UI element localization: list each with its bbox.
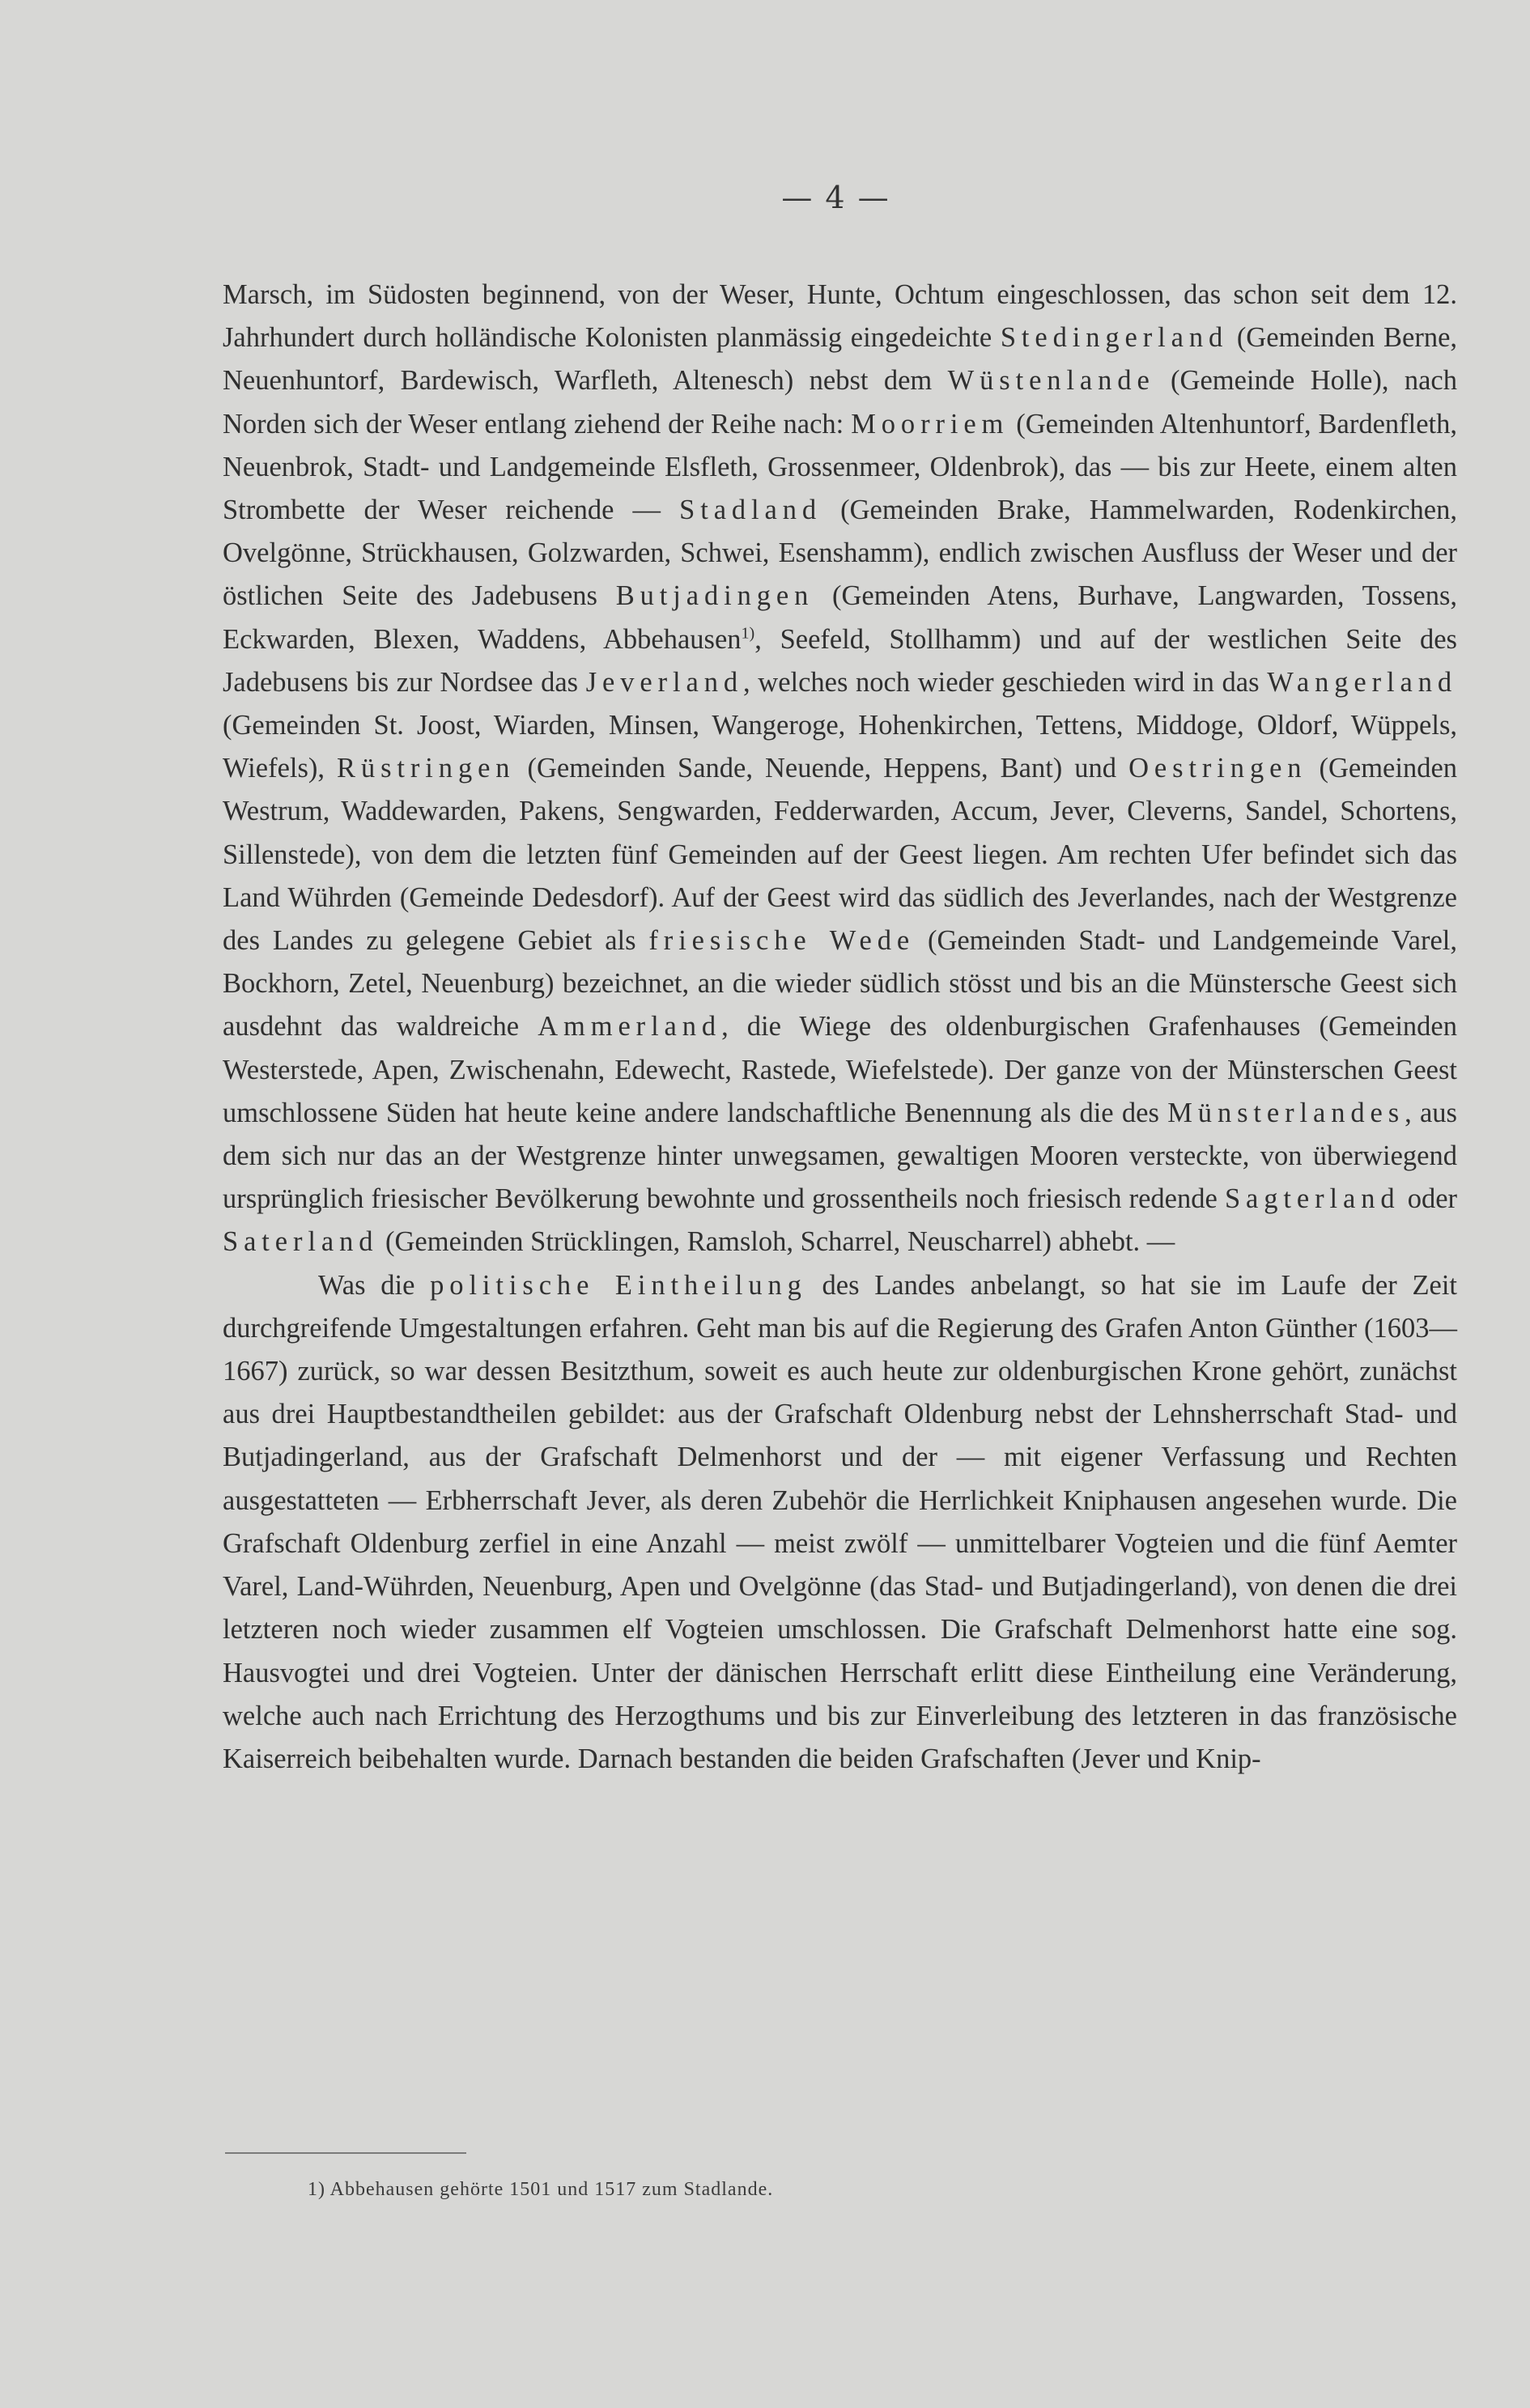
spaced-term: Moorriem [851, 408, 1009, 440]
text-run: , welches noch wieder geschieden wird in das [743, 666, 1268, 698]
text-run: Marsch, im Südosten beginnend, von der Weser, Hunte, Ochtum eingeschlossen, das schon seit dem 12. Jahrhundert durch holländische Kolonisten planmässig eingedeichte [223, 279, 1457, 354]
footnote: 1) Abbehausen gehörte 1501 und 1517 zum Stadlande. [308, 2179, 774, 2200]
spaced-term: Wangerland [1267, 666, 1457, 698]
spaced-term: Butjadingen [615, 580, 814, 612]
spaced-term: Rüstringen [337, 753, 516, 784]
text-run: (Gemeinden St. Joost, Wiarden, Minsen, Wangeroge, Hohenkirchen, Tettens, Middoge, Oldorf, Wüppels, Wiefels), [223, 710, 1457, 784]
spaced-term: Münsterlandes [1167, 1097, 1405, 1128]
text-run: (Gemeinde Holle), nach Norden sich der Weser entlang ziehend der Reihe nach: [223, 365, 1457, 440]
text-run: (Gemeinden Brake, Hammelwarden, Rodenkirchen, Ovelgönne, Strückhausen, Golzwarden, Schwei, Esenshamm), endlich zwischen Ausfluss der Weser und der östlichen Seite des Jadebusens [223, 495, 1457, 612]
text-run: (Gemeinden Strücklingen, Ramsloh, Scharrel, Neuscharrel) abhebt. — [378, 1226, 1175, 1258]
spaced-term: friesische Wede [648, 925, 916, 957]
footnote-divider [225, 2152, 466, 2154]
text-run: (Gemeinden Atens, Burhave, Langwarden, Tossens, Eckwarden, Blexen, Waddens, Abbehausen [223, 580, 1457, 655]
text-run: Was die [318, 1269, 431, 1301]
text-run: des Landes anbelangt, so hat sie im Laufe der Zeit durchgreifende Umgestaltungen erfahren. Geht man bis auf die Regierung des Grafen Anton Günther (1603—1667) zurück, so war dessen Besitzthum, soweit es auch heute zur oldenburgischen Krone gehört, zunächst aus drei Hauptbestandtheilen gebildet: aus der Grafschaft Oldenburg nebst der Lehnsherrschaft Stad- und Butjadingerland, aus der Grafschaft Delmenhorst und der — mit eigener Verfassung und Rechten ausgestatteten — Erbherrschaft Jever, als deren Zubehör die Herrlichkeit Kniphausen angesehen wurde. Die Grafschaft Oldenburg zerfiel in eine Anzahl — meist zwölf — unmittelbarer Vogteien und die fünf Aemter Varel, Land-Wührden, Neuenburg, Apen und Ovelgönne (das Stad- und Butjadingerland), von denen die drei letzteren noch wieder zusammen elf Vogteien umschlossen. Die Grafschaft Delmenhorst hatte eine sog. Hausvogtei und drei Vogteien. Unter der dänischen Herrschaft erlitt diese Eintheilung eine Veränderung, welche auch nach Errichtung des Herzogthums und bis zur Einverleibung des letzteren in das französische Kaiserreich beibehalten wurde. Darnach bestanden die beiden Grafschaften (Jever und Knip- [223, 1269, 1458, 1774]
spaced-term: politische Eintheilung [430, 1269, 807, 1301]
spaced-term: Saterland [223, 1226, 379, 1258]
spaced-term: Stadland [679, 495, 822, 526]
text-run: , die Wiege des oldenburgischen Grafenhauses (Gemeinden Westerstede, Apen, Zwischenahn, Edewecht, Rastede, Wiefelstede). Der ganze von der Münsterschen Geest umschlossene Süden hat heute keine andere landschaftliche Benennung als die des [223, 1011, 1457, 1128]
spaced-term: Sagterland [1224, 1183, 1400, 1215]
spaced-term: Oestringen [1128, 753, 1307, 784]
text-run: (Gemeinden Westrum, Waddewarden, Pakens, Sengwarden, Fedderwarden, Accum, Jever, Cleverns, Sandel, Schortens, Sillenstede), von dem die letzten fünf Gemeinden auf der Geest liegen. Am rechten Ufer befindet sich das Land Wührden (Gemeinde Dedesdorf). Auf der Geest wird das südlich des Jeverlandes, nach der Westgrenze des Landes zu gelegene Gebiet als [223, 753, 1458, 957]
paragraph-1 [223, 274, 1457, 1264]
text-run: (Gemeinden Altenhuntorf, Bardenfleth, Neuenbrok, Stadt- und Landgemeinde Elsfleth, Grossenmeer, Oldenbrok), das — bis zur Heete, einem alten Strombette der Weser reichende — [223, 408, 1457, 526]
paragraph-2 [223, 1264, 1457, 1781]
spaced-term: Wüstenlande [947, 365, 1155, 397]
text-run: , Seefeld, Stollhamm) und auf der westlichen Seite des Jadebusens bis zur Nordsee das [223, 623, 1457, 698]
spaced-term: Stedingerland [1000, 322, 1229, 354]
spaced-term: Ammerland [538, 1011, 722, 1043]
text-run: (Gemeinden Berne, Neuenhuntorf, Bardewisch, Warfleth, Altenesch) nebst dem [223, 322, 1458, 397]
spaced-term: Jeverland [585, 666, 744, 698]
footnote-marker: 1) [741, 624, 755, 643]
page-number: — 4 — [781, 180, 890, 215]
text-run: oder [1400, 1183, 1457, 1215]
text-run: , aus dem sich nur das an der Westgrenze hinter unwegsamen, gewaltigen Mooren versteckte, von überwiegend ursprünglich friesischer Bevölkerung bewohnte und grossentheils noch friesisch redende [223, 1097, 1457, 1215]
text-run: (Gemeinden Stadt- und Landgemeinde Varel, Bockhorn, Zetel, Neuenburg) bezeichnet, an die wieder südlich stösst und bis an die Münstersche Geest sich ausdehnt das waldreiche [223, 925, 1457, 1043]
body-text [223, 274, 1457, 1781]
text-run: (Gemeinden Sande, Neuende, Heppens, Bant) und [515, 753, 1129, 784]
